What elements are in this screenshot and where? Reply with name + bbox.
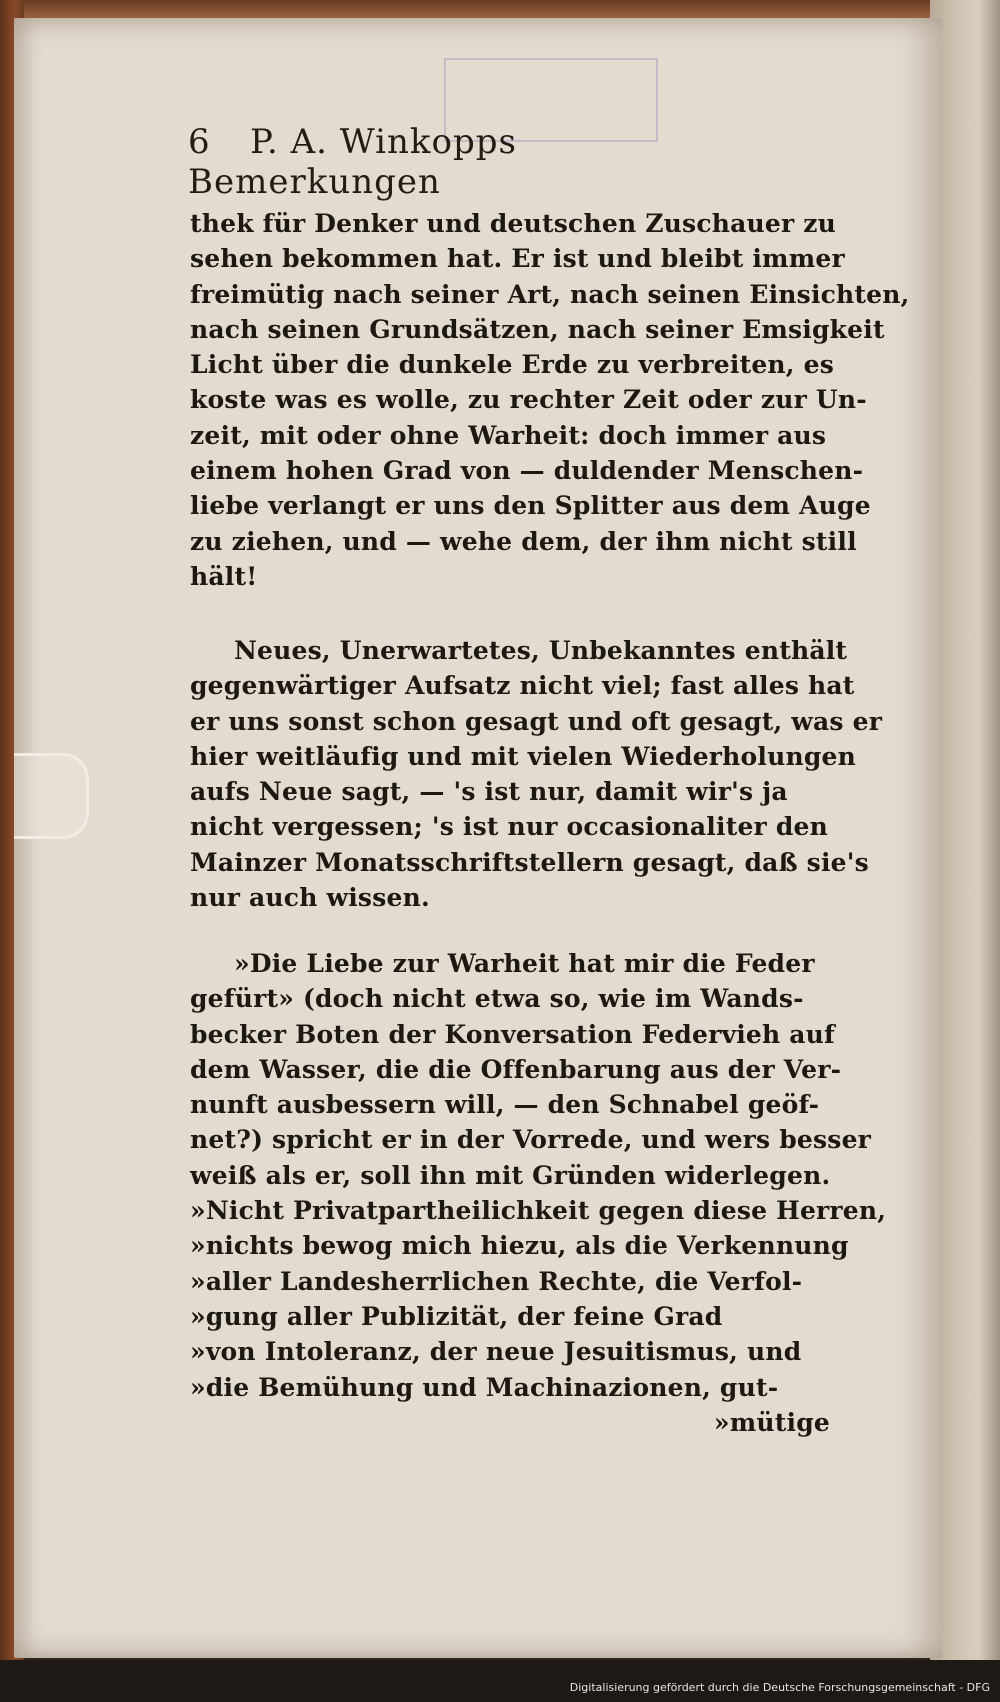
text-line: weiß als er, soll ihn mit Gründen widerlegen. xyxy=(190,1160,831,1190)
text-line: »gung aller Publizität, der feine Grad xyxy=(190,1301,723,1331)
text-line: hält! xyxy=(190,561,258,591)
text-line: »von Intoleranz, der neue Jesuitismus, und xyxy=(190,1337,802,1367)
text-line: aufs Neue sagt, — 's ist nur, damit wir's ja xyxy=(190,777,788,807)
text-line: koste was es wolle, zu rechter Zeit oder zur Un- xyxy=(190,385,867,415)
text-line: »Nicht Privatpartheilichkeit gegen diese Herren, xyxy=(190,1196,887,1226)
text-line: net?) spricht er in der Vorrede, und wers besser xyxy=(190,1125,872,1155)
text-line: freimütig nach seiner Art, nach seinen Einsichten, xyxy=(190,279,910,309)
text-line: nach seinen Grundsätzen, nach seiner Emsigkeit xyxy=(190,314,885,344)
text-line: »nichts bewog mich hiezu, als die Verkennung xyxy=(190,1231,849,1261)
running-header xyxy=(188,122,768,202)
digitization-credit: Digitalisierung gefördert durch die Deutsche Forschungsgemeinschaft - DFG xyxy=(569,1681,990,1694)
text-line: becker Boten der Konversation Federvieh auf xyxy=(190,1019,836,1049)
text-line: »Die Liebe zur Warheit hat mir die Feder xyxy=(234,949,815,978)
text-line: gefürt» (doch nicht etwa so, wie im Wands- xyxy=(190,984,804,1014)
text-line: Neues, Unerwartetes, Unbekanntes enthält xyxy=(234,636,848,665)
page-number: 6 xyxy=(188,122,211,162)
footer-bar xyxy=(0,1660,1000,1702)
text-line: »aller Landesherrlichen Rechte, die Verfol- xyxy=(190,1266,803,1296)
text-line: liebe verlangt er uns den Splitter aus dem Auge xyxy=(190,491,871,521)
text-line: einem hohen Grad von — duldender Menschen- xyxy=(190,456,864,486)
text-line: Mainzer Monatsschriftstellern gesagt, daß sie's xyxy=(190,847,869,877)
text-line: hier weitläufig und mit vielen Wiederholungen xyxy=(190,741,857,771)
text-line: dem Wasser, die die Offenbarung aus der Ver- xyxy=(190,1054,842,1084)
text-line: zu ziehen, und — wehe dem, der ihm nicht still xyxy=(190,526,857,556)
catchword: »mütige xyxy=(713,1407,830,1437)
text-line: zeit, mit oder ohne Warheit: doch immer aus xyxy=(190,420,827,450)
text-line: thek für Denker und deutschen Zuschauer zu xyxy=(190,209,837,238)
paragraph-1 xyxy=(190,206,910,594)
paragraph-2 xyxy=(190,633,883,915)
paragraph-3 xyxy=(190,946,887,1440)
text-line: gegenwärtiger Aufsatz nicht viel; fast alles hat xyxy=(190,671,855,701)
page-clip xyxy=(14,753,89,839)
text-line: sehen bekommen hat. Er ist und bleibt immer xyxy=(190,244,845,274)
running-title: P. A. Winkopps Bemerkungen xyxy=(188,122,517,202)
text-line: »die Bemühung und Machinazionen, gut- xyxy=(190,1372,779,1402)
text-line: nunft ausbessern will, — den Schnabel geöf- xyxy=(190,1090,820,1120)
text-line: Licht über die dunkele Erde zu verbreiten, es xyxy=(190,350,834,380)
text-line: nur auch wissen. xyxy=(190,883,430,913)
text-line: nicht vergessen; 's ist nur occasionaliter den xyxy=(190,812,828,842)
text-line: er uns sonst schon gesagt und oft gesagt, was er xyxy=(190,706,883,736)
